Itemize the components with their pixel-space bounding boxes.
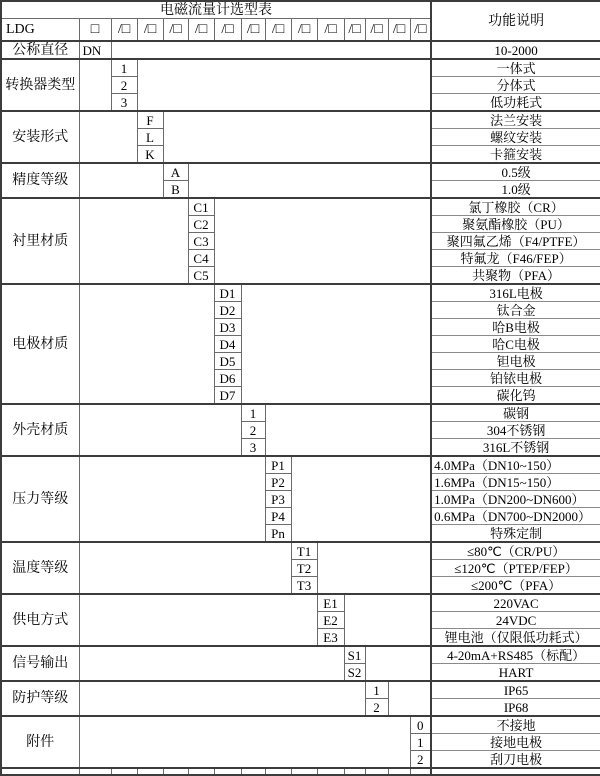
code-cell: C2 [188, 216, 214, 233]
description-cell: 氯丁橡胶（CR） [431, 198, 600, 216]
description-cell: 聚四氟乙烯（F4/PTFE） [431, 233, 600, 250]
right-filler [214, 198, 431, 284]
left-filler [79, 646, 344, 681]
code-cell: P1 [265, 456, 291, 474]
category-label: 信号输出 [1, 646, 79, 681]
function-column-header: 功能说明 [431, 1, 600, 41]
bottom-strip-tick [410, 768, 431, 775]
category-label: 附件 [1, 716, 79, 768]
left-filler [79, 163, 163, 198]
code-cell: E2 [317, 612, 344, 629]
category-label: 公称直径 [1, 41, 79, 59]
code-cell: 2 [241, 422, 265, 439]
description-cell: ≤120℃（PTEP/FEP） [431, 560, 600, 577]
code-cell: D7 [214, 387, 241, 405]
bottom-strip-tick [163, 768, 188, 775]
right-filler [344, 594, 431, 646]
code-cell: B [163, 181, 188, 199]
code-cell: C5 [188, 267, 214, 285]
description-cell: 刮刀电极 [431, 751, 600, 769]
right-filler [317, 542, 431, 594]
code-cell: A [163, 163, 188, 181]
description-cell: 0.5级 [431, 163, 600, 181]
left-filler [79, 284, 214, 404]
model-slot-cell: /□ [344, 19, 365, 42]
code-cell: D4 [214, 336, 241, 353]
table-row [1, 594, 600, 612]
bottom-strip-tick [388, 768, 410, 775]
code-cell: D3 [214, 319, 241, 336]
model-slot-cell: /□ [317, 19, 344, 42]
category-label: 电极材质 [1, 284, 79, 404]
right-filler [188, 163, 431, 198]
left-filler [79, 198, 188, 284]
code-cell: 1 [241, 404, 265, 422]
description-cell: 1.0MPa（DN200~DN600） [431, 491, 600, 508]
description-cell: HART [431, 664, 600, 682]
table-row [1, 681, 600, 699]
description-cell: ≤200℃（PFA） [431, 577, 600, 595]
code-cell: 3 [111, 94, 137, 112]
code-cell: 2 [365, 699, 388, 717]
table-row [1, 542, 600, 560]
description-cell: 316L不锈钢 [431, 439, 600, 457]
model-prefix: LDG [1, 19, 79, 42]
description-cell: 分体式 [431, 77, 600, 94]
left-filler [79, 594, 317, 646]
description-cell: IP68 [431, 699, 600, 717]
code-cell: D5 [214, 353, 241, 370]
model-slot-cell: /□ [365, 19, 388, 42]
table-row [1, 41, 600, 59]
code-cell: D2 [214, 302, 241, 319]
code-cell: P3 [265, 491, 291, 508]
description-cell: 316L电极 [431, 284, 600, 302]
left-filler [79, 404, 241, 456]
description-cell: 哈B电极 [431, 319, 600, 336]
code-cell: C4 [188, 250, 214, 267]
table-row [1, 404, 600, 422]
left-filler [79, 681, 365, 716]
description-cell: 4.0MPa（DN10~150） [431, 456, 600, 474]
model-slot-cell: /□ [111, 19, 137, 42]
description-cell: 钛合金 [431, 302, 600, 319]
code-cell: D1 [214, 284, 241, 302]
bottom-strip-tick [317, 768, 344, 775]
left-filler [79, 59, 111, 111]
bottom-strip [1, 768, 600, 775]
description-cell: 不接地 [431, 716, 600, 734]
model-slot-cell: /□ [241, 19, 265, 42]
category-label: 压力等级 [1, 456, 79, 542]
description-cell: 220VAC [431, 594, 600, 612]
header-row [1, 1, 600, 19]
table-row [1, 716, 600, 734]
code-cell: L [137, 129, 163, 146]
category-label: 精度等级 [1, 163, 79, 198]
code-cell: 1 [111, 59, 137, 77]
code-cell: S2 [344, 664, 365, 682]
left-filler [79, 716, 410, 768]
code-cell: 3 [241, 439, 265, 457]
bottom-strip-tick [291, 768, 317, 775]
description-cell: 0.6MPa（DN700~DN2000） [431, 508, 600, 525]
right-filler [291, 456, 431, 542]
bottom-strip-tick [1, 768, 79, 775]
code-cell: C1 [188, 198, 214, 216]
code-cell: T2 [291, 560, 317, 577]
description-cell: 哈C电极 [431, 336, 600, 353]
table-row [1, 198, 600, 216]
right-filler [111, 41, 431, 59]
code-cell: E1 [317, 594, 344, 612]
description-cell: 卡箍安装 [431, 146, 600, 164]
description-cell: 304不锈钢 [431, 422, 600, 439]
left-filler [79, 111, 137, 163]
code-cell: T1 [291, 542, 317, 560]
code-cell: C3 [188, 233, 214, 250]
bottom-strip-tick [79, 768, 111, 775]
description-cell: 1.6MPa（DN15~150） [431, 474, 600, 491]
code-cell: S1 [344, 646, 365, 664]
model-slot-cell: /□ [291, 19, 317, 42]
bottom-strip-tick [188, 768, 214, 775]
code-cell: F [137, 111, 163, 129]
left-filler [79, 456, 265, 542]
description-cell: 1.0级 [431, 181, 600, 199]
description-cell: 低功耗式 [431, 94, 600, 112]
bottom-strip-tick [214, 768, 241, 775]
right-filler [241, 284, 431, 404]
bottom-strip-tick [137, 768, 163, 775]
description-cell: 特氟龙（F46/FEP） [431, 250, 600, 267]
table-row [1, 646, 600, 664]
model-slot-cell: /□ [188, 19, 214, 42]
description-cell: 一体式 [431, 59, 600, 77]
description-cell: 锂电池（仅限低功耗式） [431, 629, 600, 647]
bottom-strip-tick [344, 768, 365, 775]
category-label: 衬里材质 [1, 198, 79, 284]
description-cell: 法兰安装 [431, 111, 600, 129]
description-cell: 10-2000 [431, 41, 600, 59]
category-label: 防护等级 [1, 681, 79, 716]
code-cell: DN [79, 41, 111, 59]
description-cell: IP65 [431, 681, 600, 699]
category-label: 温度等级 [1, 542, 79, 594]
description-cell: 4-20mA+RS485（标配） [431, 646, 600, 664]
model-checkbox-cell: □ [90, 22, 100, 37]
category-label: 外壳材质 [1, 404, 79, 456]
description-cell: 铂铱电极 [431, 370, 600, 387]
description-cell: 特殊定制 [431, 525, 600, 543]
model-slot-cell: /□ [265, 19, 291, 42]
code-cell: K [137, 146, 163, 164]
code-cell: P2 [265, 474, 291, 491]
model-slot-cell: /□ [410, 19, 431, 42]
code-cell: 0 [410, 716, 431, 734]
code-cell: Pn [265, 525, 291, 543]
code-cell: 2 [410, 751, 431, 769]
description-cell: 共聚物（PFA） [431, 267, 600, 285]
bottom-strip-tick [365, 768, 388, 775]
model-slot-cell: /□ [214, 19, 241, 42]
code-cell: E3 [317, 629, 344, 647]
description-cell: 24VDC [431, 612, 600, 629]
table-title: 电磁流量计选型表 [1, 1, 431, 19]
right-filler [137, 59, 431, 111]
code-cell: 2 [111, 77, 137, 94]
code-cell: T3 [291, 577, 317, 595]
right-filler [388, 681, 431, 716]
table-row [1, 456, 600, 474]
table-row [1, 111, 600, 129]
code-cell: P4 [265, 508, 291, 525]
model-slot-cell: /□ [163, 19, 188, 42]
description-cell: 钽电极 [431, 353, 600, 370]
description-cell: ≤80℃（CR/PU） [431, 542, 600, 560]
category-label: 供电方式 [1, 594, 79, 646]
bottom-strip-tick [265, 768, 291, 775]
right-filler [365, 646, 431, 681]
table-row [1, 163, 600, 181]
code-cell: 1 [410, 734, 431, 751]
table-row [1, 59, 600, 77]
bottom-strip-tick [241, 768, 265, 775]
right-filler [163, 111, 431, 163]
left-filler [79, 542, 291, 594]
description-cell: 碳钢 [431, 404, 600, 422]
category-label: 转换器类型 [1, 59, 79, 111]
code-cell: 1 [365, 681, 388, 699]
code-cell: D6 [214, 370, 241, 387]
description-cell: 接地电极 [431, 734, 600, 751]
right-filler [265, 404, 431, 456]
model-slot-cell: /□ [388, 19, 410, 42]
model-slot-cell: /□ [137, 19, 163, 42]
category-label: 安装形式 [1, 111, 79, 163]
description-cell: 螺纹安装 [431, 129, 600, 146]
bottom-strip-tick [111, 768, 137, 775]
bottom-strip-tick [431, 768, 600, 775]
description-cell: 碳化钨 [431, 387, 600, 405]
table-row [1, 284, 600, 302]
description-cell: 聚氨酯橡胶（PU） [431, 216, 600, 233]
